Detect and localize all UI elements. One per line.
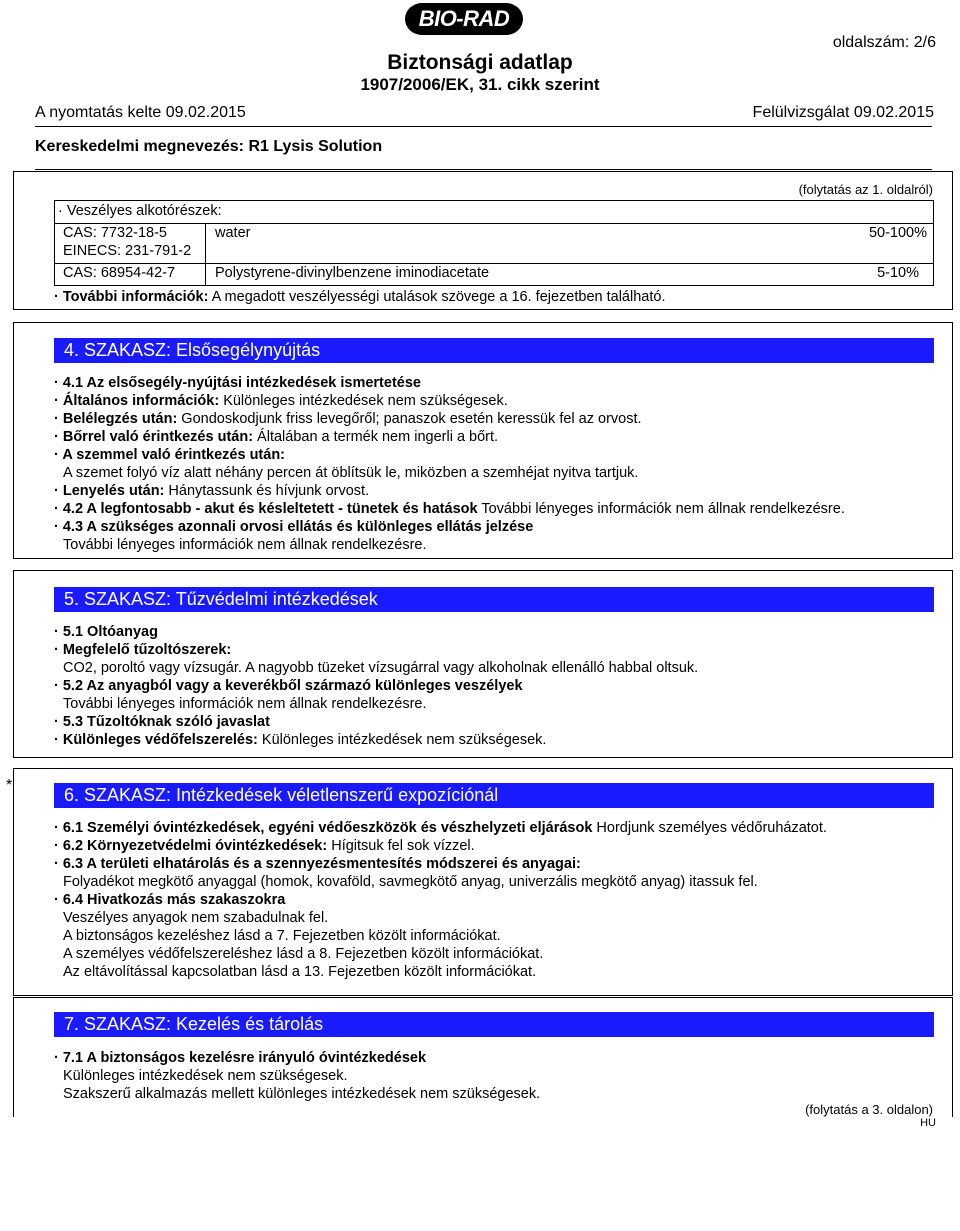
s4-eye-text: A szemet folyó víz alatt néhány percen át öblítsük le, miközben a szemhéjat nyitva tartjuk. (63, 465, 639, 481)
continued-from: (folytatás az 1. oldalról) (798, 182, 933, 197)
section4-header (54, 338, 934, 363)
text: Általában a termék nem ingerli a bőrt. (253, 429, 499, 445)
s6-4-label: · 6.4 Hivatkozás más szakaszokra (54, 892, 286, 908)
s5-suitable-label: · Megfelelő tűzoltószerek: (54, 642, 232, 658)
s4-eye-label: · A szemmel való érintkezés után: (54, 447, 286, 463)
s6-3-label: · 6.3 A területi elhatárolás és a szennyezésmentesítés módszerei és anyagai: (54, 856, 581, 872)
s5-1: · 5.1 Oltóanyag (54, 624, 158, 640)
text: További lényeges információk nem állnak rendelkezésre. (477, 501, 845, 517)
label: · Lenyelés után: (54, 483, 165, 499)
s4-skin (54, 429, 498, 445)
text: Különleges intézkedések nem szükségesek. (257, 732, 547, 748)
cas-2: CAS: 68954-42-7 (63, 265, 176, 281)
label: · 6.1 Személyi óvintézkedések, egyéni védőeszközök és vészhelyzeti eljárások (54, 820, 593, 836)
ingredient-pct-2: 5-10% (877, 265, 919, 281)
text: Gondoskodjunk friss levegőről; panaszok esetén keressük fel az orvost. (177, 411, 642, 427)
ingredients-table (54, 200, 934, 286)
s4-1: · 4.1 Az elsősegély-nyújtási intézkedések ismertetése (54, 375, 421, 391)
page-number: oldalszám: 2/6 (832, 34, 936, 51)
row-divider (55, 263, 933, 264)
more-info-text: A megadott veszélyességi utalások szövege a 16. fejezetben található. (208, 289, 666, 305)
label: · Különleges védőfelszerelés: (54, 732, 258, 748)
s5-equipment (54, 732, 546, 748)
s6-1 (54, 820, 827, 836)
bio-rad-logo (405, 3, 523, 35)
s6-4-line: A személyes védőfelszereléshez lásd a 8. Fejezetben közölt információkat. (63, 946, 544, 962)
logo-text: BIO-RAD (418, 6, 510, 31)
s4-3-label: · 4.3 A szükséges azonnali orvosi ellátás és különleges ellátás jelzése (54, 519, 534, 535)
hazardous-label: · Veszélyes alkotórészek: (58, 203, 222, 219)
text: Különleges intézkedések nem szükségesek. (219, 393, 508, 409)
s6-4-line: Az eltávolítással kapcsolatban lásd a 13. Fejezetben közölt információkat. (63, 964, 537, 980)
document-title: Biztonsági adatlap (387, 51, 573, 74)
print-date: A nyomtatás kelte 09.02.2015 (35, 104, 246, 121)
text: Hánytassunk és hívjunk orvost. (164, 483, 370, 499)
section6-title: 6. SZAKASZ: Intézkedések véletlenszerű expozíciónál (64, 785, 499, 805)
s6-3-text: Folyadékot megkötő anyaggal (homok, kovaföld, savmegkötő anyag, univerzális megkötő anyag) itassuk fel. (63, 874, 758, 890)
s7-1-line: Szakszerű alkalmazás mellett különleges intézkedések nem szükségesek. (63, 1086, 541, 1102)
col-divider (205, 223, 206, 286)
ingredient-name-1: water (215, 225, 251, 241)
trade-name: Kereskedelmi megnevezés: R1 Lysis Solution (35, 138, 383, 155)
revision-date: Felülvizsgálat 09.02.2015 (752, 104, 934, 121)
text: Hígitsuk fel sok vízzel. (327, 838, 475, 854)
label: · Bőrrel való érintkezés után: (54, 429, 254, 445)
s7-1-label: · 7.1 A biztonságos kezelésre irányuló óvintézkedések (54, 1050, 427, 1066)
s4-ingestion (54, 483, 369, 499)
label: · Általános információk: (54, 393, 220, 409)
ingredient-name-2: Polystyrene-divinylbenzene iminodiacetate (215, 265, 490, 281)
more-info-label: · További információk: (54, 289, 209, 305)
s5-2-label: · 5.2 Az anyagból vagy a keverékből származó különleges veszélyek (54, 678, 523, 694)
section7-title: 7. SZAKASZ: Kezelés és tárolás (64, 1014, 324, 1034)
s5-3: · 5.3 Tűzoltóknak szóló javaslat (54, 714, 270, 730)
s4-2 (54, 501, 845, 517)
einecs-1: EINECS: 231-791-2 (63, 243, 192, 259)
section5-header (54, 587, 934, 612)
section6-header (54, 783, 934, 808)
s6-2 (54, 838, 475, 854)
document-subtitle: 1907/2006/EK, 31. cikk szerint (360, 75, 600, 94)
s5-suitable-text: CO2, poroltó vagy vízsugár. A nagyobb tüzeket vízsugárral vagy alkoholnak ellenálló habbal oltsuk. (63, 660, 699, 676)
change-marker: * (6, 777, 13, 794)
continued-to: (folytatás a 3. oldalon) (805, 1102, 933, 1117)
header-rule (35, 126, 932, 127)
section5-title: 5. SZAKASZ: Tűzvédelmi intézkedések (64, 589, 378, 609)
section4-title: 4. SZAKASZ: Elsősegélynyújtás (64, 340, 321, 360)
s4-3-text: További lényeges információk nem állnak rendelkezésre. (63, 537, 427, 553)
section7-header (54, 1012, 934, 1037)
s6-4-line: A biztonságos kezeléshez lásd a 7. Fejezetben közölt információkat. (63, 928, 501, 944)
label: · Belélegzés után: (54, 411, 178, 427)
s4-inhalation (54, 411, 642, 427)
label: · 4.2 A legfontosabb - akut és késleltetett - tünetek és hatások (54, 501, 478, 517)
label: · 6.2 Környezetvédelmi óvintézkedések: (54, 838, 328, 854)
language-code: HU (920, 1117, 936, 1129)
ingredient-pct-1: 50-100% (868, 225, 927, 241)
s7-1-line: Különleges intézkedések nem szükségesek. (63, 1068, 348, 1084)
s6-4-line: Veszélyes anyagok nem szabadulnak fel. (63, 910, 329, 926)
row-divider (55, 223, 933, 224)
s4-general (54, 393, 508, 409)
header-rule-2 (35, 169, 932, 170)
more-info (54, 289, 665, 305)
s5-2-text: További lényeges információk nem állnak rendelkezésre. (63, 696, 427, 712)
cas-1: CAS: 7732-18-5 (63, 225, 167, 241)
text: Hordjunk személyes védőruházatot. (592, 820, 827, 836)
